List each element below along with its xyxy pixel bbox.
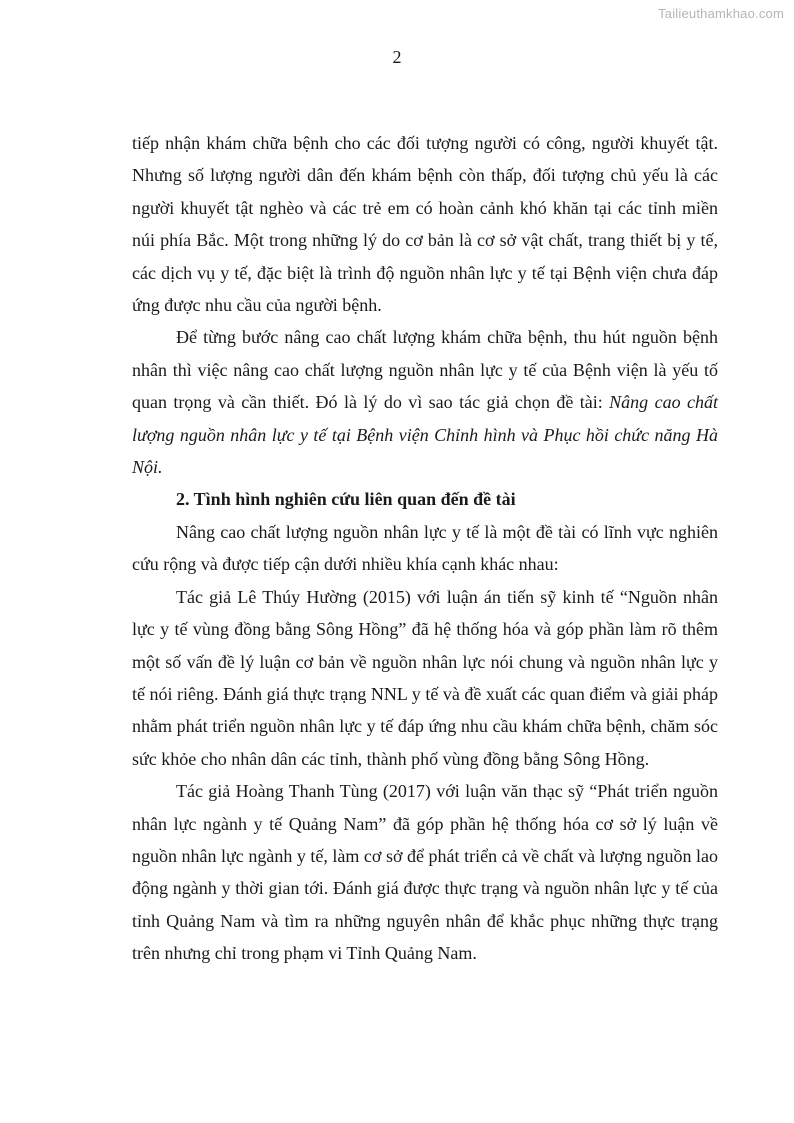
watermark: Tailieuthamkhao.com xyxy=(658,6,784,21)
paragraph-continuation: tiếp nhận khám chữa bệnh cho các đối tượng người có công, người khuyết tật. Nhưng số lượng người dân đến khám bệnh còn thấp, đối tượng chủ yếu là các người khuyết tật nghèo và các trẻ em có hoàn cảnh khó khăn tại các tỉnh miền núi phía Bắc. Một trong những lý do cơ bản là cơ sở vật chất, trang thiết bị y tế, các dịch vụ y tế, đặc biệt là trình độ nguồn nhân lực y tế tại Bệnh viện chưa đáp ứng được nhu cầu của người bệnh. xyxy=(132,133,718,316)
page-number: 2 xyxy=(392,47,402,67)
paragraph-intro: Nâng cao chất lượng nguồn nhân lực y tế là một đề tài có lĩnh vực nghiên cứu rộng và được tiếp cận dưới nhiều khía cạnh khác nhau: xyxy=(132,521,718,575)
paragraph-reference-2: Tác giả Hoàng Thanh Tùng (2017) với luận văn thạc sỹ “Phát triển nguồn nhân lực ngành y tế Quảng Nam” đã góp phần hệ thống hóa cơ sở lý luận về nguồn nhân lực ngành y tế, làm cơ sở để phát triển cả về chất và lượng nguồn lao động ngành y thời gian tới. Đánh giá được thực trạng và nguồn nhân lực y tế của tỉnh Quảng Nam và tìm ra những nguyên nhân để khắc phục những thực trạng trên nhưng chỉ trong phạm vi Tỉnh Quảng Nam. xyxy=(132,781,718,964)
thesis-title: Nâng cao chất lượng nguồn nhân lực y tế tại Bệnh viện Chỉnh hình và Phục hồi chức năng Hà Nội. xyxy=(132,392,718,478)
document-body xyxy=(132,127,718,970)
paragraph-topic-reason xyxy=(132,321,718,483)
paragraph-text: Để từng bước nâng cao chất lượng khám chữa bệnh, thu hút nguồn bệnh nhân thì việc nâng cao chất lượng nguồn nhân lực y tế của Bệnh viện là yếu tố quan trọng và cần thiết. Đó là lý do vì sao tác giả chọn đề tài: xyxy=(132,327,718,413)
paragraph-reference-1: Tác giả Lê Thúy Hường (2015) với luận án tiến sỹ kinh tế “Nguồn nhân lực y tế vùng đồng bằng Sông Hồng” đã hệ thống hóa và góp phần làm rõ thêm một số vấn đề lý luận cơ bản về nguồn nhân lực nói chung và nguồn nhân lực y tế nói riêng. Đánh giá thực trạng NNL y tế và đề xuất các quan điểm và giải pháp nhằm phát triển nguồn nhân lực y tế đáp ứng nhu cầu khám chữa bệnh, chăm sóc sức khỏe cho nhân dân các tỉnh, thành phố vùng đồng bằng Sông Hồng. xyxy=(132,586,718,769)
section-heading: 2. Tình hình nghiên cứu liên quan đến đề tài xyxy=(176,489,516,510)
